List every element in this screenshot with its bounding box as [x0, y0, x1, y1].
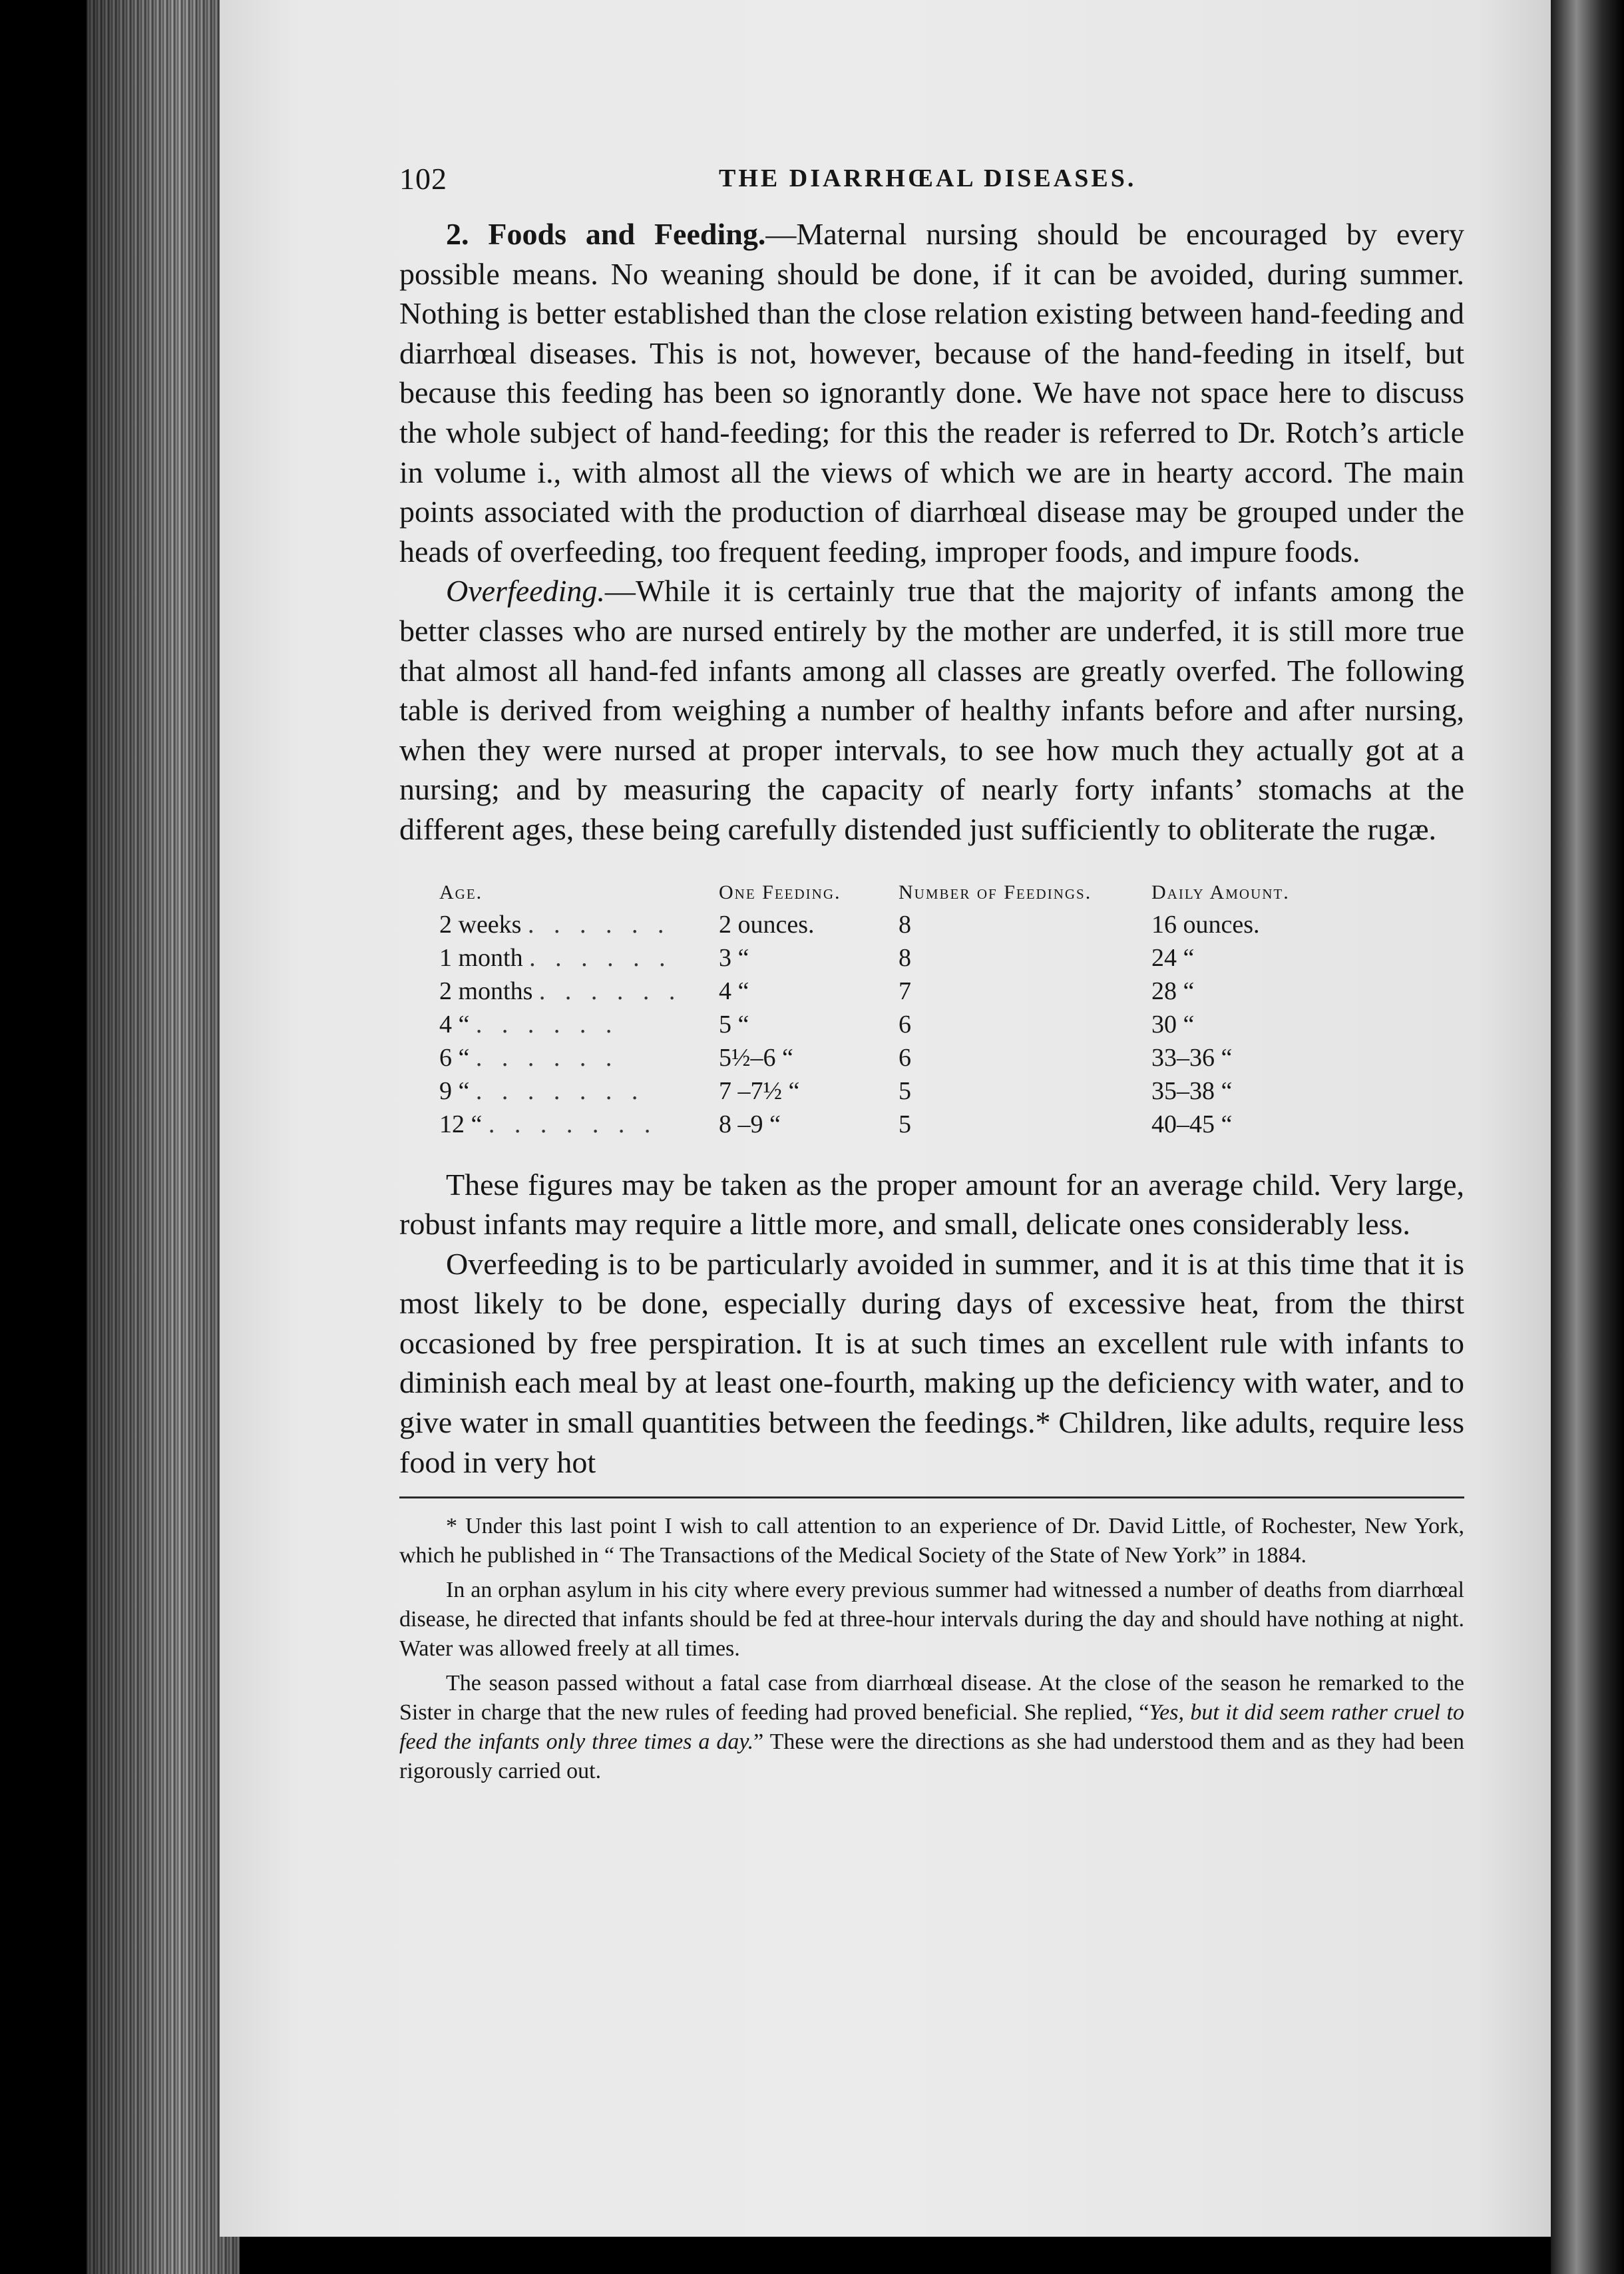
table-row — [439, 1074, 1358, 1108]
one-feeding-cell: 2 ounces. — [719, 910, 815, 939]
one-feeding-cell: 7 –7½ “ — [719, 1076, 800, 1105]
one-feeding-cell: 4 “ — [719, 977, 749, 1005]
number-of-feedings-cell: 5 — [899, 1110, 911, 1138]
run-in-heading: Overfeeding. — [446, 574, 605, 608]
age-value: 2 months — [439, 977, 533, 1005]
leader-dots: . . . . . . — [475, 1043, 619, 1072]
leader-dots: . . . . . . — [475, 1010, 619, 1038]
book-edge-shadow — [87, 0, 240, 2274]
column-header-age: Age. — [439, 881, 483, 903]
age-cell — [439, 1108, 719, 1141]
paragraph-overfeeding — [399, 571, 1464, 849]
number-of-feedings-cell: 7 — [899, 977, 911, 1005]
daily-amount-cell: 40–45 “ — [1151, 1110, 1233, 1138]
paragraph-text: —While it is certainly true that the majority of infants among the better classes who are nursed entirely by the mother are underfed, it is still more true that almost all hand-fed infants among all classes are greatly overfed. The following table is derived from weighing a number of healthy infants before and after nursing, when they were nursed at proper intervals, to see how much they actually got at a nursing; and by measuring the capacity of nearly forty infants’ stomachs at the different ages, these being carefully distended just sufficiently to obliterate the rugæ. — [399, 574, 1464, 846]
daily-amount-cell: 33–36 “ — [1151, 1043, 1233, 1072]
footnote-3-quote: Yes, but it did seem rather cruel to feed the infants only three times a day. — [399, 1700, 1464, 1755]
table-header-row — [439, 881, 1358, 908]
number-of-feedings-cell: 6 — [899, 1043, 911, 1072]
age-value: 9 “ — [439, 1076, 470, 1105]
leader-dots: . . . . . . . — [475, 1076, 645, 1105]
age-cell — [439, 1041, 719, 1074]
footnote-2: In an orphan asylum in his city where every previous summer had witnessed a number of deaths from diarrhœal disease, he directed that infants should be fed at three-hour intervals during the day and should have nothing at night. Water was allowed freely at all times. — [399, 1578, 1464, 1662]
running-title: THE DIARRHŒAL DISEASES. — [719, 164, 1137, 192]
age-cell — [439, 941, 719, 975]
feeding-table — [439, 881, 1358, 1141]
paragraph-figures: These figures may be taken as the proper amount for an average child. Very large, robust infants may require a little more, and small, delicate ones considerably less. — [399, 1167, 1464, 1242]
leader-dots: . . . . . . . — [488, 1110, 658, 1138]
number-of-feedings-cell: 5 — [899, 1076, 911, 1105]
number-of-feedings-cell: 8 — [899, 943, 911, 972]
book-right-edge — [1551, 0, 1624, 2274]
age-value: 2 weeks — [439, 910, 522, 939]
daily-amount-cell: 30 “ — [1151, 1010, 1195, 1038]
age-value: 6 “ — [439, 1043, 470, 1072]
daily-amount-cell: 28 “ — [1151, 977, 1195, 1005]
paragraph-foods-and-feeding — [399, 214, 1464, 571]
column-header-daily-amount: Daily Amount. — [1151, 881, 1290, 903]
table-row — [439, 975, 1358, 1008]
leader-dots: . . . . . . — [527, 910, 671, 939]
age-cell — [439, 1008, 719, 1041]
number-of-feedings-cell: 8 — [899, 910, 911, 939]
age-value: 4 “ — [439, 1010, 470, 1038]
daily-amount-cell: 35–38 “ — [1151, 1076, 1233, 1105]
age-cell — [439, 975, 719, 1008]
footnote-3 — [399, 1669, 1464, 1786]
table-row — [439, 1041, 1358, 1074]
daily-amount-cell: 16 ounces. — [1151, 910, 1260, 939]
column-header-number-of-feedings: Number of Feedings. — [899, 881, 1092, 903]
page-content — [399, 148, 1464, 1786]
paragraph-text: —Maternal nursing should be encouraged by every possible means. No weaning should be done, if it can be avoided, during summer. Nothing is better established than the close relation existing between hand-feeding and diarrhœal diseases. This is not, however, because of the hand-feeding in itself, but because this feeding has been so ignorantly done. We have not space here to discuss the whole subject of hand-feeding; for this the reader is referred to Dr. Rotch’s article in volume i., with almost all the views of which we are in hearty accord. The main points associated with the production of diarrhœal disease may be grouped under the heads of overfeeding, too frequent feeding, improper foods, and impure foods. — [399, 217, 1464, 568]
page-number: 102 — [399, 162, 447, 196]
one-feeding-cell: 3 “ — [719, 943, 749, 972]
column-header-one-feeding: One Feeding. — [719, 881, 841, 903]
one-feeding-cell: 5 “ — [719, 1010, 749, 1038]
footnote-rule — [399, 1496, 1464, 1498]
footnote-1: * Under this last point I wish to call attention to an experience of Dr. David Little, of Rochester, New York, which he published in “ The Transactions of the Medical Society of the State of New York” in 1884. — [399, 1514, 1464, 1568]
footnote-3-text: The season passed without a fatal case from diarrhœal disease. At the close of the season he remarked to the Sister in charge that the new rules of feeding had proved beneficial. She replied, “ — [399, 1671, 1464, 1725]
age-cell — [439, 908, 719, 941]
one-feeding-cell: 8 –9 “ — [719, 1110, 781, 1138]
age-cell — [439, 1074, 719, 1108]
age-value: 1 month — [439, 943, 523, 972]
table-row — [439, 1108, 1358, 1141]
leader-dots: . . . . . . — [538, 977, 682, 1005]
table-row — [439, 908, 1358, 941]
daily-amount-cell: 24 “ — [1151, 943, 1195, 972]
one-feeding-cell: 5½–6 “ — [719, 1043, 793, 1072]
leader-dots: . . . . . . — [529, 943, 672, 972]
footnote-3-end: ” These were the directions as she had understood them and as they had been rigorously carried out. — [399, 1729, 1465, 1784]
section-heading: 2. Foods and Feeding. — [446, 217, 766, 251]
age-value: 12 “ — [439, 1110, 483, 1138]
table-row — [439, 1008, 1358, 1041]
running-header — [399, 148, 1464, 201]
number-of-feedings-cell: 6 — [899, 1010, 911, 1038]
table-row — [439, 941, 1358, 975]
paragraph-summer-overfeeding: Overfeeding is to be particularly avoided in summer, and it is at this time that it is most likely to be done, especially during days of excessive heat, from the thirst occasioned by free perspiration. It is at such times an excellent rule with infants to diminish each meal by at least one-fourth, making up the deficiency with water, and to give water in small quantities between the feedings.* Children, like adults, require less food in very hot — [399, 1246, 1464, 1479]
